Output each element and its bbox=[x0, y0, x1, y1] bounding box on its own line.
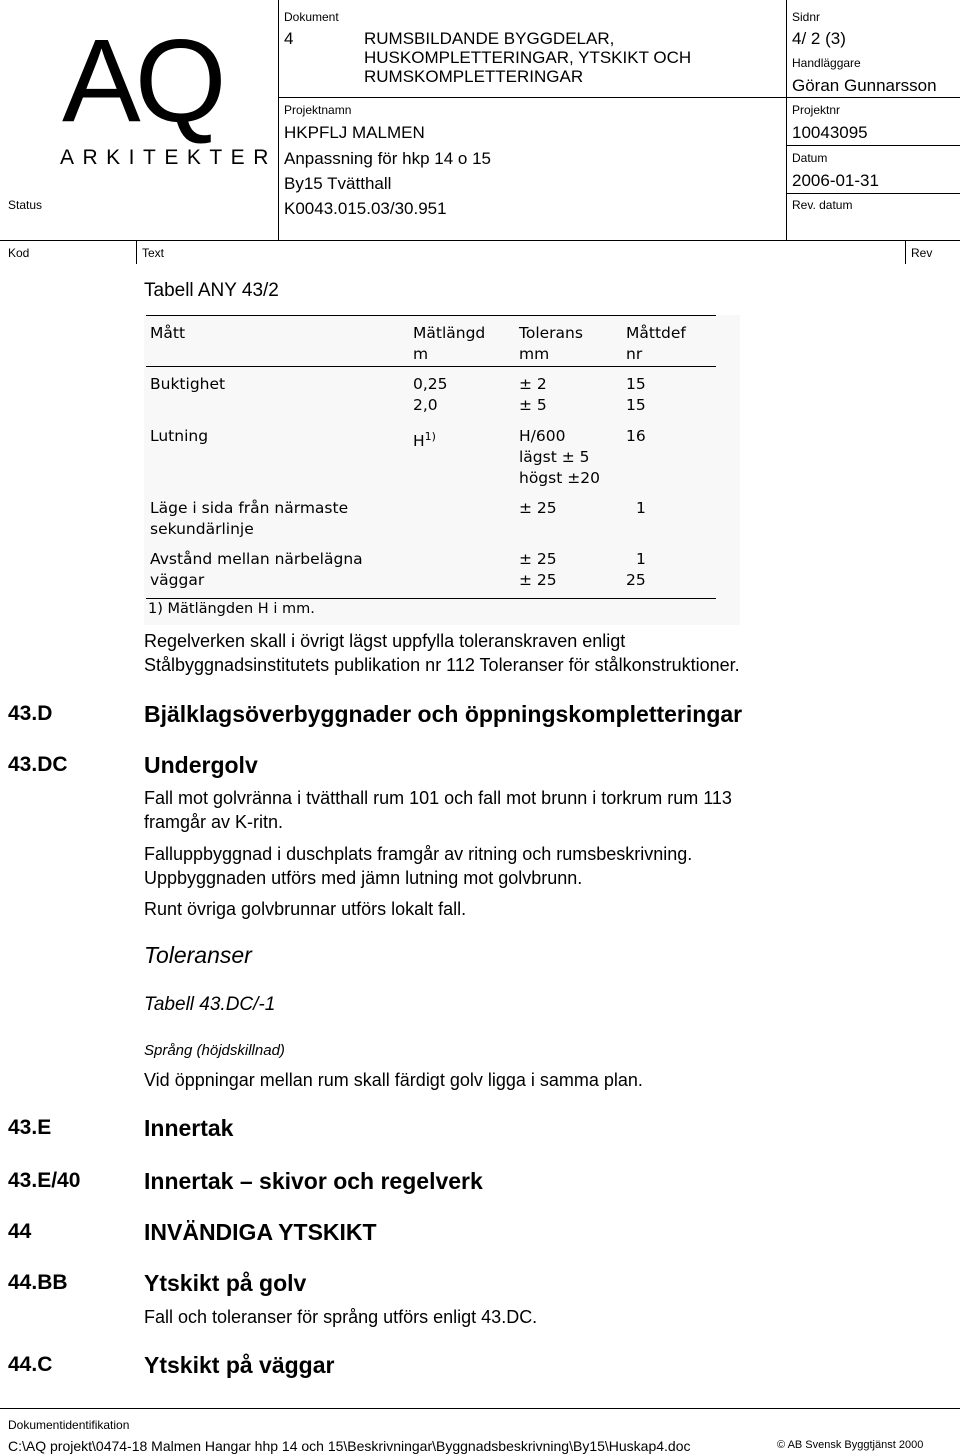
row-lutning-t2: lägst ± 5 bbox=[519, 448, 590, 466]
row-buktighet-m1: 0,25 bbox=[413, 375, 448, 393]
header-divider-right bbox=[786, 0, 787, 240]
section-43dc-code: 43.DC bbox=[8, 753, 68, 776]
row-buktighet-t2: ± 5 bbox=[519, 396, 547, 414]
row-lage-t: ± 25 bbox=[519, 499, 557, 517]
sidnr-value: 4/ 2 (3) bbox=[792, 29, 846, 48]
projektnamn-line-1: HKPFLJ MALMEN bbox=[284, 123, 425, 142]
col-divider-kod bbox=[136, 240, 137, 264]
th-tolerans: Tolerans bbox=[519, 324, 583, 342]
col-kod-label: Kod bbox=[8, 246, 30, 260]
section-44bb-text: Fall och toleranser för språng utförs enligt 43.DC. bbox=[144, 1307, 538, 1327]
section-43dc-p1b: framgår av K-ritn. bbox=[144, 812, 284, 832]
th-matlangd-unit: m bbox=[413, 345, 429, 363]
section-43dc-toleranser: Toleranser bbox=[144, 942, 252, 968]
row-avstand-n2: 25 bbox=[626, 571, 646, 589]
col-text-label: Text bbox=[142, 246, 165, 260]
regel-text-line-2: Stålbyggnadsinstitutets publikation nr 112 Toleranser för stålkonstruktioner. bbox=[144, 655, 740, 675]
th-matt: Mått bbox=[150, 324, 186, 342]
projektnamn-label: Projektnamn bbox=[284, 103, 352, 117]
th-mattdef-unit: nr bbox=[626, 345, 643, 363]
row-buktighet-n2: 15 bbox=[626, 396, 646, 414]
header-bottom-rule bbox=[0, 240, 960, 241]
section-43e-title: Innertak bbox=[144, 1115, 234, 1141]
row-buktighet-t1: ± 2 bbox=[519, 375, 547, 393]
row-avstand-t2: ± 25 bbox=[519, 571, 557, 589]
row-lutning-name: Lutning bbox=[150, 427, 209, 445]
row-lage-name-1: Läge i sida från närmaste bbox=[150, 499, 349, 517]
handlaggare-value: Göran Gunnarsson bbox=[792, 76, 937, 95]
table-any-title: Tabell ANY 43/2 bbox=[144, 280, 279, 301]
dokument-number: 4 bbox=[284, 29, 294, 48]
handlaggare-label: Handläggare bbox=[792, 56, 861, 70]
footer-rule bbox=[0, 1408, 960, 1409]
row-lutning-m-base: H bbox=[413, 432, 425, 451]
th-matlangd: Mätlängd bbox=[413, 324, 486, 342]
section-43e40-code: 43.E/40 bbox=[8, 1169, 81, 1192]
table-footnote: 1) Mätlängden H i mm. bbox=[148, 601, 315, 617]
row-avstand-n1: 1 bbox=[636, 550, 646, 568]
status-label: Status bbox=[8, 198, 43, 212]
footer-copyright bbox=[777, 1439, 923, 1451]
row-buktighet-m2: 2,0 bbox=[413, 396, 438, 414]
row-lutning-t1: H/600 bbox=[519, 427, 566, 445]
header-divider-left bbox=[278, 0, 279, 240]
datum-value: 2006-01-31 bbox=[792, 171, 879, 190]
section-43dc-title: Undergolv bbox=[144, 752, 258, 778]
section-44bb-code: 44.BB bbox=[8, 1271, 68, 1294]
section-43d-title: Bjälklagsöverbyggnader och öppningskompletteringar bbox=[144, 701, 743, 727]
section-44-code: 44 bbox=[8, 1220, 32, 1243]
table-top-rule bbox=[146, 315, 716, 316]
section-43dc-tabell: Tabell 43.DC/-1 bbox=[144, 994, 276, 1015]
datum-label: Datum bbox=[792, 151, 828, 165]
projektnr-value: 10043095 bbox=[792, 123, 868, 142]
col-divider-rev bbox=[905, 240, 906, 264]
projektnamn-line-2: Anpassning för hkp 14 o 15 bbox=[284, 149, 491, 168]
section-43dc-p1a: Fall mot golvränna i tvätthall rum 101 och fall mot brunn i torkrum rum 113 bbox=[144, 788, 732, 808]
header-row-rule-3 bbox=[786, 193, 960, 194]
footer-path: C:\AQ projekt\0474-18 Malmen Hangar hhp 14 och 15\Beskrivningar\Byggnadsbeskrivning\By15\Huskap4.doc bbox=[8, 1438, 691, 1454]
section-44-title: INVÄNDIGA YTSKIKT bbox=[144, 1219, 377, 1245]
section-44bb-title: Ytskikt på golv bbox=[144, 1270, 307, 1296]
projektnr-label: Projektnr bbox=[792, 103, 841, 117]
dokument-label: Dokument bbox=[284, 10, 339, 24]
header-row-rule-1 bbox=[278, 97, 960, 98]
row-lutning-m bbox=[413, 426, 436, 452]
section-43dc-sprang: Språng (höjdskillnad) bbox=[144, 1042, 285, 1059]
table-any bbox=[144, 315, 740, 625]
section-44c-title: Ytskikt på väggar bbox=[144, 1352, 335, 1378]
row-avstand-name-2: väggar bbox=[150, 571, 205, 589]
copyright-icon: © bbox=[777, 1439, 786, 1451]
row-avstand-name-1: Avstånd mellan närbelägna bbox=[150, 550, 363, 568]
row-lutning-t3: högst ±20 bbox=[519, 469, 600, 487]
logo-tagline: ARKITEKTER bbox=[60, 146, 277, 169]
section-43e-code: 43.E bbox=[8, 1116, 52, 1139]
row-buktighet-n1: 15 bbox=[626, 375, 646, 393]
row-lage-n: 1 bbox=[636, 499, 646, 517]
projektnamn-line-3: By15 Tvätthall bbox=[284, 174, 392, 193]
col-rev-label: Rev bbox=[911, 246, 933, 260]
header-row-rule-2 bbox=[786, 145, 960, 146]
dokument-title-line-1: RUMSBILDANDE BYGGDELAR, bbox=[364, 29, 615, 48]
table-header-rule bbox=[146, 366, 716, 367]
sidnr-label: Sidnr bbox=[792, 10, 821, 24]
section-43dc-p3: Runt övriga golvbrunnar utförs lokalt fall. bbox=[144, 899, 467, 919]
regel-text-line-1: Regelverken skall i övrigt lägst uppfylla toleranskraven enligt bbox=[144, 631, 626, 651]
th-tolerans-unit: mm bbox=[519, 345, 550, 363]
row-lutning-n: 16 bbox=[626, 427, 646, 445]
section-43dc-sprang-text: Vid öppningar mellan rum skall färdigt golv ligga i samma plan. bbox=[144, 1070, 643, 1090]
section-43d-code: 43.D bbox=[8, 702, 53, 725]
footer-copyright-text: AB Svensk Byggtjänst 2000 bbox=[787, 1439, 924, 1451]
revdatum-label: Rev. datum bbox=[792, 198, 853, 212]
projektnamn-line-4: K0043.015.03/30.951 bbox=[284, 199, 447, 218]
section-44c-code: 44.C bbox=[8, 1353, 53, 1376]
row-buktighet-name: Buktighet bbox=[150, 375, 226, 393]
th-mattdef: Måttdef bbox=[626, 324, 686, 342]
section-43dc-p2a: Falluppbyggnad i duschplats framgår av ritning och rumsbeskrivning. bbox=[144, 844, 693, 864]
dokument-title-line-2: HUSKOMPLETTERINGAR, YTSKIKT OCH bbox=[364, 48, 692, 67]
row-lage-name-2: sekundärlinje bbox=[150, 520, 254, 538]
dokument-title-line-3: RUMSKOMPLETTERINGAR bbox=[364, 67, 584, 86]
section-43dc-p2b: Uppbyggnaden utförs med jämn lutning mot golvbrunn. bbox=[144, 868, 583, 888]
footer-label: Dokumentidentifikation bbox=[8, 1418, 130, 1432]
row-avstand-t1: ± 25 bbox=[519, 550, 557, 568]
logo-mark: AQ bbox=[62, 15, 221, 147]
section-43e40-title: Innertak – skivor och regelverk bbox=[144, 1168, 483, 1194]
row-lutning-m-sup: 1) bbox=[424, 430, 436, 443]
